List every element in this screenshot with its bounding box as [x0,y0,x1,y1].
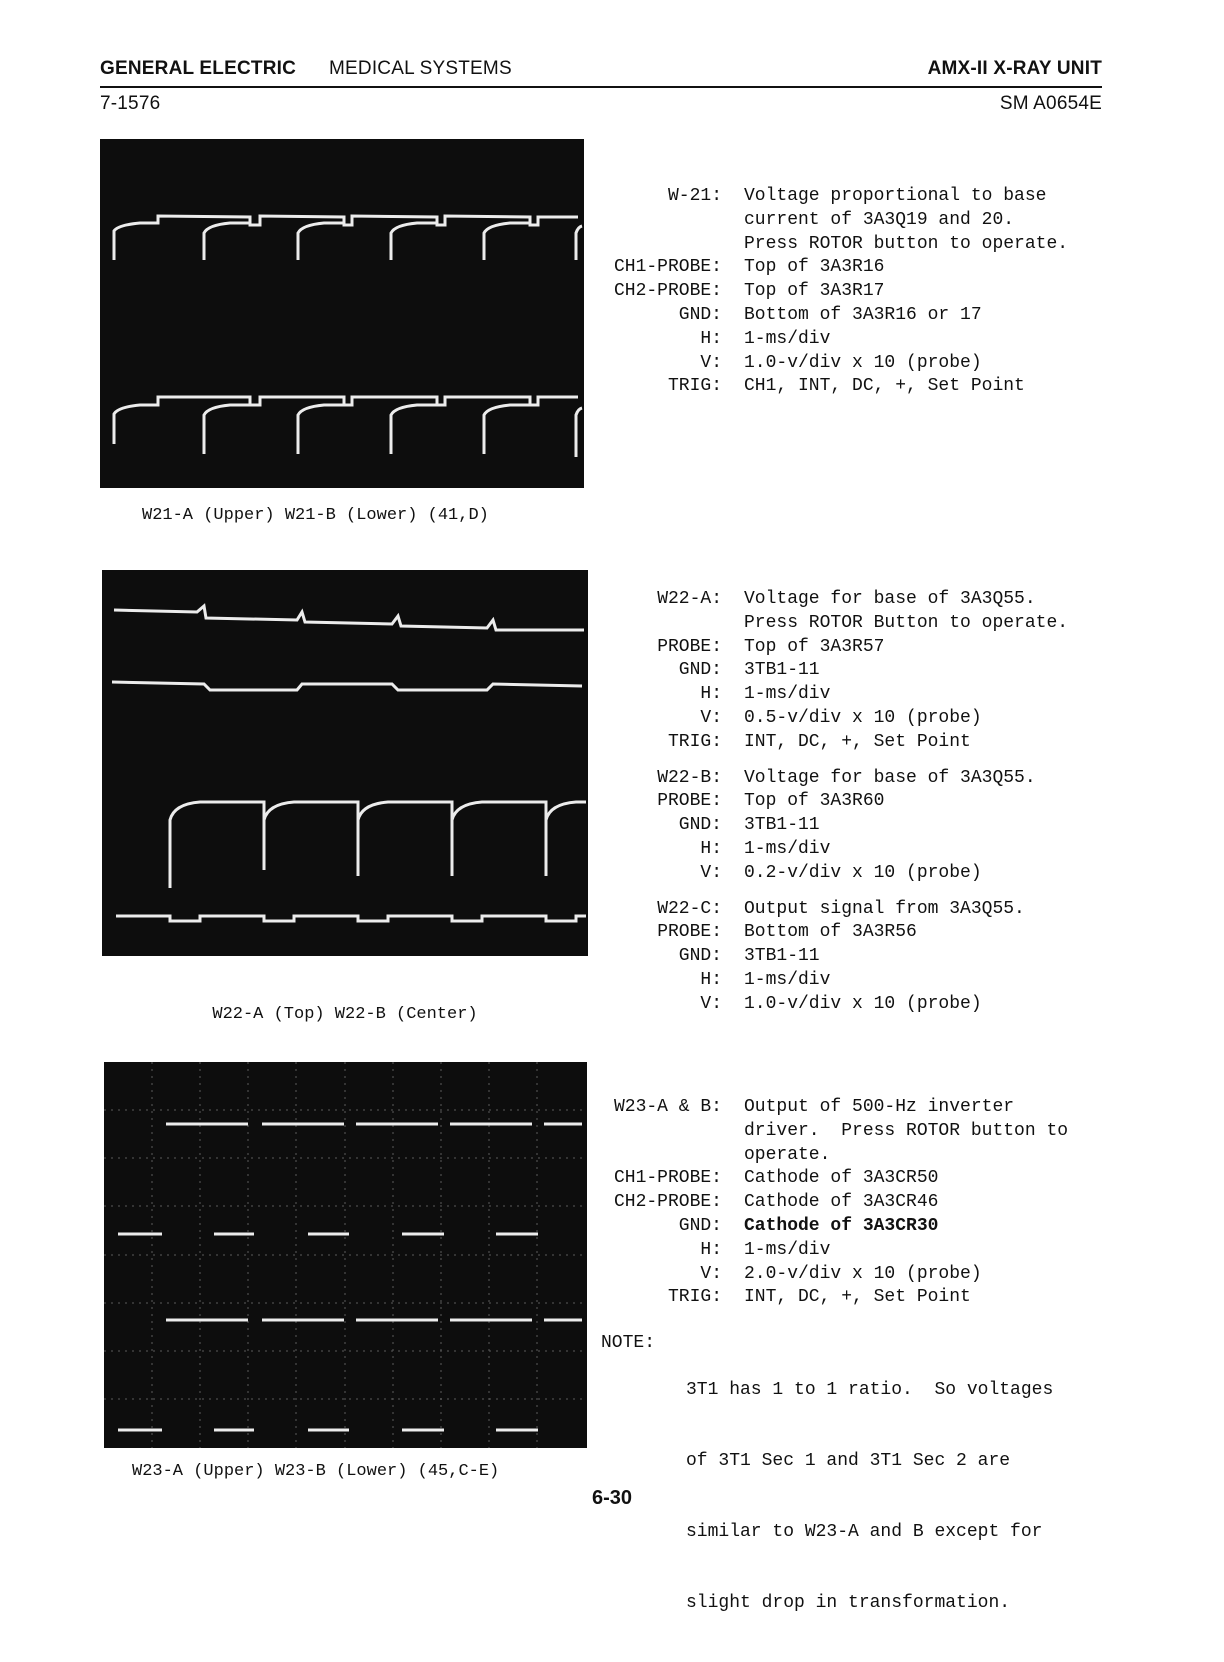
spec-label: GND: [678,304,722,325]
spec-row-w21 [602,185,1068,256]
spec-row-v: V: 0.5-v/div x 10 (probe) [700,707,982,728]
spec-label: H: [700,328,722,349]
waveform-w22-a [114,606,584,630]
spec-row-w23: W23-A & B: Output of 500-Hz inverter driver. Press ROTOR button to operate. [613,1097,1069,1165]
spec-row-trig [602,375,1068,399]
spec-row-gnd: GND: 3TB1-11 [678,660,820,681]
manual-code: SM A0654E [999,93,1102,114]
spec-row-probe: PROBE: Bottom of 3A3R56 [657,922,917,943]
note-label: NOTE: [601,1333,656,1353]
spec-label: V: [700,352,722,373]
oscilloscope-photo-w22 [102,570,588,956]
spec-value: 1.0-v/div x 10 (probe) [744,352,982,373]
waveform-w22-b [170,802,264,888]
spec-row-probe: PROBE: Top of 3A3R60 [657,791,885,812]
spec-row-gnd: GND: 3TB1-11 [678,815,820,836]
spec-row-w22-a: W22-A: Voltage for base of 3A3Q55. Press ROTOR Button to operate. [657,589,1069,633]
spec-row-ch2-probe [602,280,1068,304]
spec-row-v [602,352,1068,376]
spec-row-h: H: 1-ms/div [700,684,831,705]
spec-block-w23 [602,1096,1068,1310]
spec-row-v: V: 0.2-v/div x 10 (probe) [700,862,982,883]
spec-value: Bottom of 3A3R16 or 17 [744,304,982,325]
oscilloscope-photo-w23 [104,1062,587,1448]
caption-w23: W23-A (Upper) W23-B (Lower) (45,C-E) [132,1462,500,1481]
doc-number: 7-1576 [100,93,161,114]
spec-label: TRIG: [667,376,722,397]
spec-label: CH2-PROBE: [613,281,722,302]
spec-row-w22-b: W22-B: Voltage for base of 3A3Q55. [657,767,1036,788]
note-text: 3T1 has 1 to 1 ratio. So voltages of 3T1 Sec 1 and 3T1 Sec 2 are similar to W23-A and B except for slight drop in transformation. [686,1380,1054,1613]
spec-row-ch1-probe [602,256,1068,280]
header-company: GENERAL ELECTRIC [100,58,297,79]
spec-row-h: H: 1-ms/div [700,838,831,859]
header-division: MEDICAL SYSTEMS [329,58,512,79]
spec-row-ch1-probe: CH1-PROBE: Cathode of 3A3CR50 [613,1168,939,1189]
spec-row-gnd [602,304,1068,328]
oscilloscope-photo-w21 [100,139,584,488]
waveform-w22-c [116,916,586,921]
graticule-grid [104,1062,587,1448]
spec-value: Top of 3A3R17 [744,281,885,302]
spec-row-probe: PROBE: Top of 3A3R57 [657,636,885,657]
spec-row-ch2-probe: CH2-PROBE: Cathode of 3A3CR46 [613,1192,939,1213]
spec-value: Voltage proportional to base current of 3A3Q19 and 20. Press ROTOR button to operate. [744,186,1069,254]
spec-row-w22-c: W22-C: Output signal from 3A3Q55. [657,898,1025,919]
spec-row-v: V: 2.0-v/div x 10 (probe) [700,1263,982,1284]
caption-w22-line1: W22-A (Top) W22-B (Center) [212,1005,478,1024]
spec-label: W-21: [667,186,722,206]
spec-row-h: H: 1-ms/div [700,969,831,990]
header-rule [100,86,1102,88]
spec-row-v: V: 1.0-v/div x 10 (probe) [700,993,982,1014]
spec-row-trig: TRIG: INT, DC, +, Set Point [667,731,971,752]
spec-row-h [602,328,1068,352]
spec-value: 1-ms/div [744,328,831,349]
spec-row-gnd: GND: Cathode of 3A3CR30 [678,1215,939,1236]
spec-value: CH1, INT, DC, +, Set Point [744,376,1025,397]
spec-label: CH1-PROBE: [613,257,722,278]
spec-value: Top of 3A3R16 [744,257,885,278]
page-number: 6-30 [591,1487,633,1509]
header-product: AMX-II X-RAY UNIT [927,58,1102,79]
spec-block-w22 [602,588,1068,1017]
caption-w21: W21-A (Upper) W21-B (Lower) (41,D) [142,506,489,525]
spec-row-h: H: 1-ms/div [700,1239,831,1260]
spec-row-trig: TRIG: INT, DC, +, Set Point [667,1287,971,1308]
spec-row-gnd: GND: 3TB1-11 [678,946,820,967]
spec-block-w21 [602,185,1068,399]
